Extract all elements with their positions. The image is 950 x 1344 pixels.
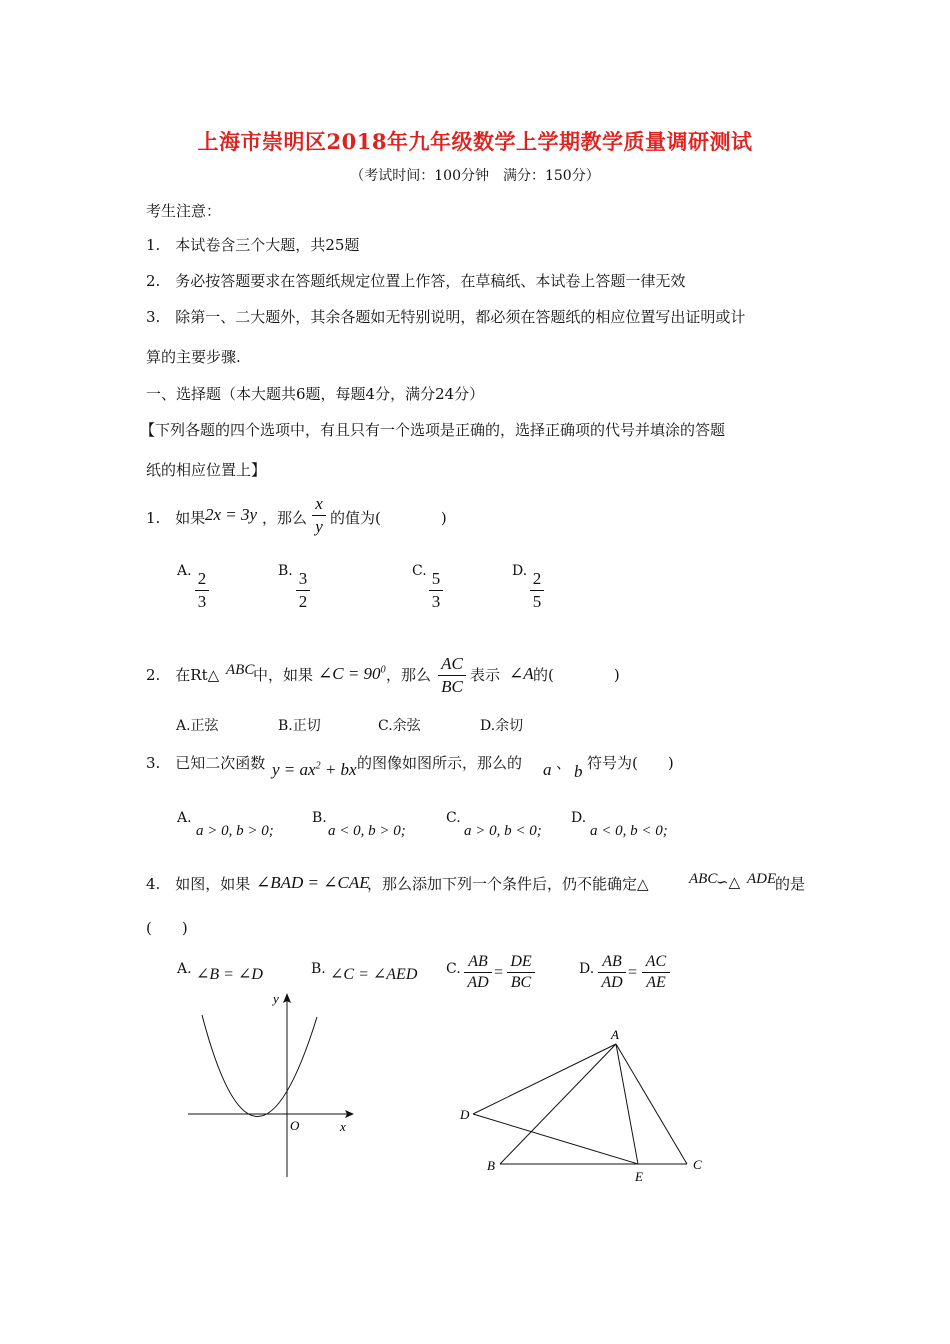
q4-option-b: ∠C = ∠AED: [330, 966, 418, 983]
q3-function: $y = ax^2$ + bx: [272, 760, 357, 779]
q4-similar: ∽△: [716, 873, 741, 891]
point-C-label: C: [693, 1157, 702, 1172]
q2-condition: ∠C = $90^0$: [318, 664, 386, 683]
q4-triangle-1: ABC: [689, 871, 718, 887]
q2-angle: ∠A: [509, 664, 534, 683]
q4-option-a: ∠B = ∠D: [196, 966, 263, 983]
segment-AB: [500, 1044, 616, 1164]
q4-option-c-fraction-1: AB AD: [464, 953, 492, 992]
q4-option-c-fraction-2: DE BC: [507, 953, 535, 992]
point-A-label: A: [611, 1027, 619, 1042]
q2-tail: 的( ): [533, 666, 620, 684]
notice-item-3-cont: 算的主要步骤.: [146, 348, 241, 366]
point-B-label: B: [487, 1158, 495, 1173]
q2-mid2: ，那么: [386, 666, 432, 684]
q4-pre: 4. 如图，如果: [146, 875, 251, 893]
q4-condition: ∠BAD = ∠CAE: [256, 873, 370, 892]
q4-option-a-label: A.: [177, 961, 192, 977]
q1-option-d: 2 5: [530, 569, 544, 612]
exam-info: （考试时间：100分钟 满分：150分）: [350, 168, 600, 184]
q3-option-d: a < 0, b < 0;: [590, 823, 668, 839]
q1-option-c-label: C.: [412, 563, 427, 579]
q2-option-a: A.正弦: [176, 718, 219, 734]
q2-option-d: D.余切: [480, 718, 524, 734]
q2-pre: 2. 在Rt△: [146, 666, 220, 684]
q1-number: 1. 如果: [146, 509, 206, 527]
q3-sep: 、: [556, 754, 572, 772]
q2-triangle: ABC: [226, 662, 255, 678]
q3-a: a: [543, 760, 552, 779]
origin-label: O: [290, 1118, 300, 1133]
q2-mid1: 中，如果: [253, 666, 314, 684]
q1-option-d-label: D.: [512, 563, 528, 579]
parabola-graph: [180, 985, 370, 1185]
q4-option-d-equals: =: [628, 964, 638, 981]
q2-fraction: AC BC: [438, 654, 466, 697]
parabola-curve: [202, 1015, 317, 1117]
q4-tail: 的是: [775, 875, 806, 893]
q4-triangle-2: ADE: [747, 871, 777, 887]
segment-AD: [473, 1044, 616, 1114]
q1-option-c: 5 3: [429, 569, 443, 612]
q4-option-d-fraction-2: AC AE: [642, 953, 670, 992]
q4-paren: ( ): [146, 919, 188, 937]
q2-option-b: B.正切: [278, 718, 321, 734]
q1-option-a-label: A.: [177, 563, 192, 579]
q2-mid3: 表示: [470, 666, 501, 684]
q3-pre: 3. 已知二次函数: [146, 754, 266, 772]
q1-equation: 2x = 3y: [205, 505, 258, 524]
triangle-figure: [450, 1025, 720, 1195]
q1-option-b-label: B.: [278, 563, 293, 579]
q3-option-b-label: B.: [312, 810, 327, 826]
q1-fraction: x y: [312, 494, 326, 537]
q3-option-b: a < 0, b > 0;: [328, 823, 406, 839]
point-E-label: E: [635, 1169, 643, 1184]
notice-item-2: 2. 务必按答题要求在答题纸规定位置上作答，在草稿纸、本试卷上答题一律无效: [146, 272, 686, 290]
q3-option-a: a > 0, b > 0;: [196, 823, 274, 839]
q3-option-c: a > 0, b < 0;: [464, 823, 542, 839]
q3-tail: 符号为( ): [587, 754, 674, 772]
page-title: 上海市崇明区2018年九年级数学上学期教学质量调研测试: [197, 129, 753, 154]
q1-tail: 的值为( ): [330, 509, 447, 527]
notice-item-1: 1. 本试卷含三个大题，共25题: [146, 236, 360, 254]
q1-mid: ，那么: [262, 509, 308, 527]
q1-option-b: 3 2: [296, 569, 310, 612]
q4-option-c-equals: =: [494, 964, 504, 981]
section-instruction: 【下列各题的四个选项中，有且只有一个选项是正确的，选择正确项的代号并填涂的答题: [140, 421, 726, 439]
segment-DE: [473, 1114, 638, 1164]
section-heading: 一、选择题（本大题共6题，每题4分，满分24分）: [146, 385, 485, 403]
q4-option-d-label: D.: [579, 961, 595, 977]
q4-option-c-label: C.: [446, 961, 461, 977]
q3-mid: 的图像如图所示，那么的: [357, 754, 523, 772]
y-axis-label: y: [273, 991, 279, 1006]
x-axis-label: x: [340, 1119, 346, 1134]
section-instruction-cont: 纸的相应位置上】: [146, 461, 267, 479]
q3-option-d-label: D.: [571, 810, 587, 826]
q1-option-a: 2 3: [195, 569, 209, 612]
q2-option-c: C.余弦: [378, 718, 421, 734]
q4-option-b-label: B.: [311, 961, 326, 977]
q4-mid: ，那么添加下列一个条件后，仍不能确定△: [367, 875, 649, 893]
q3-b: b: [574, 762, 583, 781]
notice-heading: 考生注意：: [146, 202, 222, 220]
point-D-label: D: [460, 1107, 470, 1122]
q3-option-c-label: C.: [446, 810, 461, 826]
q4-option-d-fraction-1: AB AD: [598, 953, 626, 992]
notice-item-3: 3. 除第一、二大题外，其余各题如无特别说明，都必须在答题纸的相应位置写出证明或计: [146, 308, 746, 326]
q3-option-a-label: A.: [177, 810, 192, 826]
